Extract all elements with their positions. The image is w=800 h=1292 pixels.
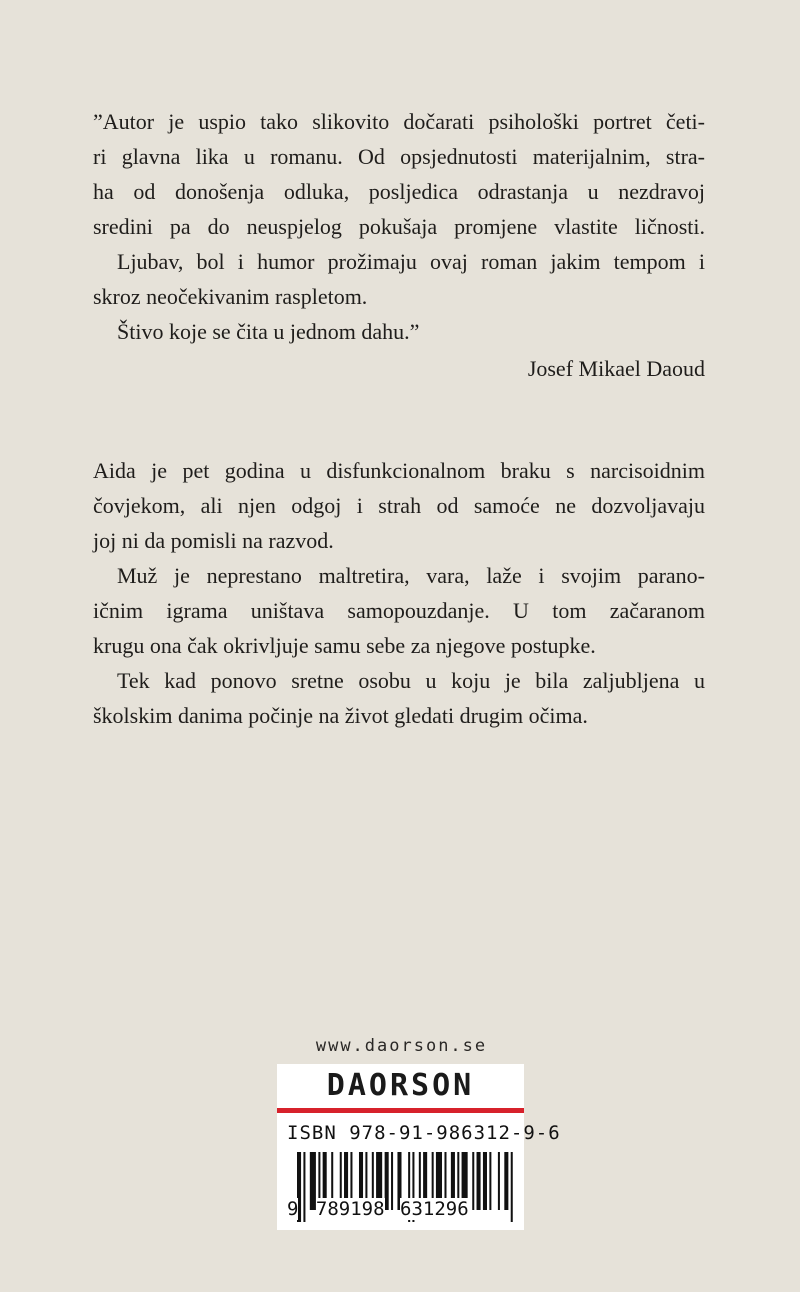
quote-line: Ljubav, bol i humor prožimaju ovaj roman jakim tempom i <box>117 249 705 274</box>
description-paragraph-1 <box>93 453 705 558</box>
ean-first-digit: 9 <box>287 1198 299 1220</box>
quote-line: ha od donošenja odluka, posljedica odrastanja u nezdravoj <box>93 179 705 204</box>
description-line: Muž je neprestano maltretira, vara, laže i svojim parano- <box>117 563 705 588</box>
ean-number <box>287 1198 519 1220</box>
quote-line: Štivo koje se čita u jednom dahu.” <box>117 319 420 344</box>
description-line: čovjekom, ali njen odgoj i strah od samoće ne dozvoljavaju <box>93 493 705 518</box>
quote-paragraph-3 <box>93 314 705 349</box>
quote-line: ”Autor je uspio tako slikovito dočarati psihološki portret četi- <box>93 109 705 134</box>
publisher-website: www.daorson.se <box>315 1036 488 1056</box>
description-line: Tek kad ponovo sretne osobu u koju je bila zaljubljena u <box>117 668 705 693</box>
description-line: školskim danima počinje na život gledati drugim očima. <box>93 703 588 728</box>
book-description <box>93 453 705 733</box>
description-paragraph-3 <box>93 663 705 733</box>
ean-group-2: 631296 <box>400 1198 469 1220</box>
quote-line: ri glavna lika u romanu. Od opsjednutosti materijalnim, stra- <box>93 144 705 169</box>
isbn-label: ISBN 978-91-986312-9-6 <box>287 1122 561 1144</box>
quote-paragraph-1 <box>93 104 705 244</box>
publisher-logo: DAORSON <box>326 1068 475 1103</box>
logo-divider <box>277 1108 524 1113</box>
description-line: Aida je pet godina u disfunkcionalnom braku s narcisoidnim <box>93 458 705 483</box>
quote-paragraph-2 <box>93 244 705 314</box>
publisher-box <box>277 1064 561 1230</box>
quote-line: sredini pa do neuspjelog pokušaja promjene vlastite ličnosti. <box>93 214 705 239</box>
description-line: joj ni da pomisli na razvod. <box>93 528 334 553</box>
description-paragraph-2 <box>93 558 705 663</box>
ean-group-1: 789198 <box>315 1198 385 1220</box>
quote-attribution: Josef Mikael Daoud <box>527 356 705 381</box>
description-line: krugu ona čak okrivljuje samu sebe za njegove postupke. <box>93 633 596 658</box>
review-quote <box>93 104 705 386</box>
quote-line: skroz neočekivanim raspletom. <box>93 284 368 309</box>
description-line: ičnim igrama uništava samopouzdanje. U tom začaranom <box>93 598 705 623</box>
